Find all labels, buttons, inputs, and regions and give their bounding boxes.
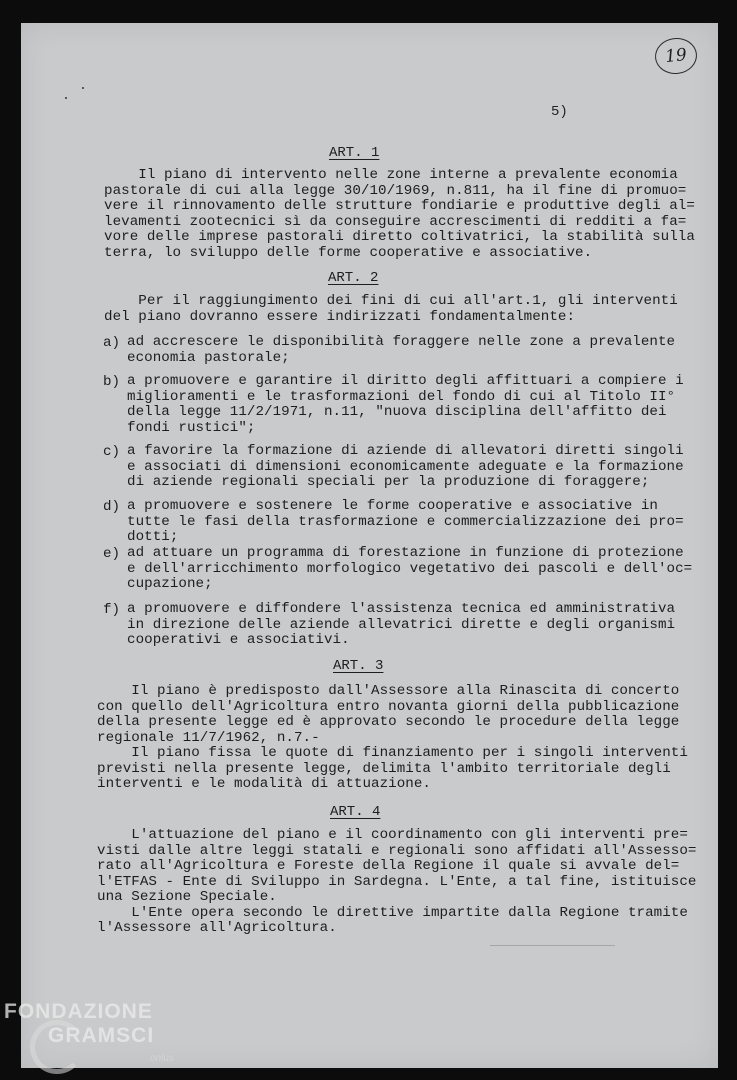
article-heading: ART. 1 <box>329 145 380 161</box>
list-item-letter: e) <box>103 546 121 562</box>
list-item-text: a promuovere e garantire il diritto degli affittuari a compiere i miglioramenti e le trasformazioni del fondo di cui al Titolo II° della legge 11/2/1971, n.11, "nuova disciplina dell'affitto dei fondi rustici"; <box>127 373 684 436</box>
article-intro: Per il raggiungimento dei fini di cui all'art.1, gli interventi del piano dovranno essere indirizzati fondamentalmente: <box>104 293 678 325</box>
list-item-text: a promuovere e diffondere l'assistenza tecnica ed amministrativa in direzione delle aziende allevatrici dirette e degli organismi cooperativi e associativi. <box>127 601 676 648</box>
stamp-number: 19 <box>664 44 688 68</box>
watermark-sub: onlus <box>150 1053 174 1064</box>
list-item-text: ad accrescere le disponibilità foraggere nelle zone a prevalente economia pastorale; <box>127 334 676 366</box>
list-item-text: a favorire la formazione di aziende di allevatori diretti singoli e associati di dimensioni economicamente adeguate e la formazione di aziende regionali speciali per la produzione di foraggere; <box>127 443 684 490</box>
speck <box>82 87 84 89</box>
faint-pencil-mark <box>490 945 615 946</box>
watermark-logo <box>4 1000 204 1078</box>
article-heading: ART. 3 <box>333 658 384 674</box>
watermark-line2: GRAMSCI <box>48 1024 155 1047</box>
article-body: L'attuazione del piano e il coordinamento con gli interventi pre= visti dalle altre leggi statali e regionali sono affidati all'Assesso= rato all'Agricoltura e Foreste della Regione il quale si avvale del= l'ETFAS - Ente di Sviluppo in Sardegna. L'Ente, a tal fine, istituisce una Sezione Speciale. L'Ente opera secondo le direttive impartite dalla Regione tramite l'Assessore all'Agricoltura. <box>97 827 697 936</box>
list-item-letter: c) <box>103 444 121 460</box>
page-number: 5) <box>551 104 568 120</box>
list-item-letter: d) <box>103 499 121 515</box>
article-body: Il piano è predisposto dall'Assessore alla Rinascita di concerto con quello dell'Agricoltura entro novanta giorni della pubblicazione della presente legge ed è approvato secondo le procedure della legge regionale 11/7/1962, n.7.- Il piano fissa le quote di finanziamento per i singoli interventi previsti nella presente legge, delimita l'ambito territoriale degli interventi e le modalità di attuazione. <box>97 683 688 792</box>
list-item-text: a promuovere e sostenere le forme cooperative e associative in tutte le fasi della trasformazione e commercializzazione dei pro= dotti; <box>127 498 684 545</box>
list-item-letter: b) <box>103 374 121 390</box>
list-item-letter: f) <box>103 602 121 618</box>
speck <box>65 97 67 99</box>
article-body: Il piano di intervento nelle zone interne a prevalente economia pastorale di cui alla legge 30/10/1969, n.811, ha il fine di promuo= vere il rinnovamento delle strutture fondiarie e produttive degli al= levamenti zootecnici sì da conseguire accrescimenti di redditi a fa= vore delle imprese pastorali diretto coltivatrici, la stabilità sulla terra, lo sviluppo delle forme cooperative e associative. <box>104 167 695 261</box>
article-heading: ART. 2 <box>328 270 379 286</box>
list-item-text: ad attuare un programma di forestazione in funzione di protezione e dell'arricchimento morfologico vegetativo dei pascoli e dell'oc= cupazione; <box>127 545 693 592</box>
article-heading: ART. 4 <box>330 804 381 820</box>
watermark-line1: FONDAZIONE <box>4 1000 153 1023</box>
list-item-letter: a) <box>103 335 121 351</box>
